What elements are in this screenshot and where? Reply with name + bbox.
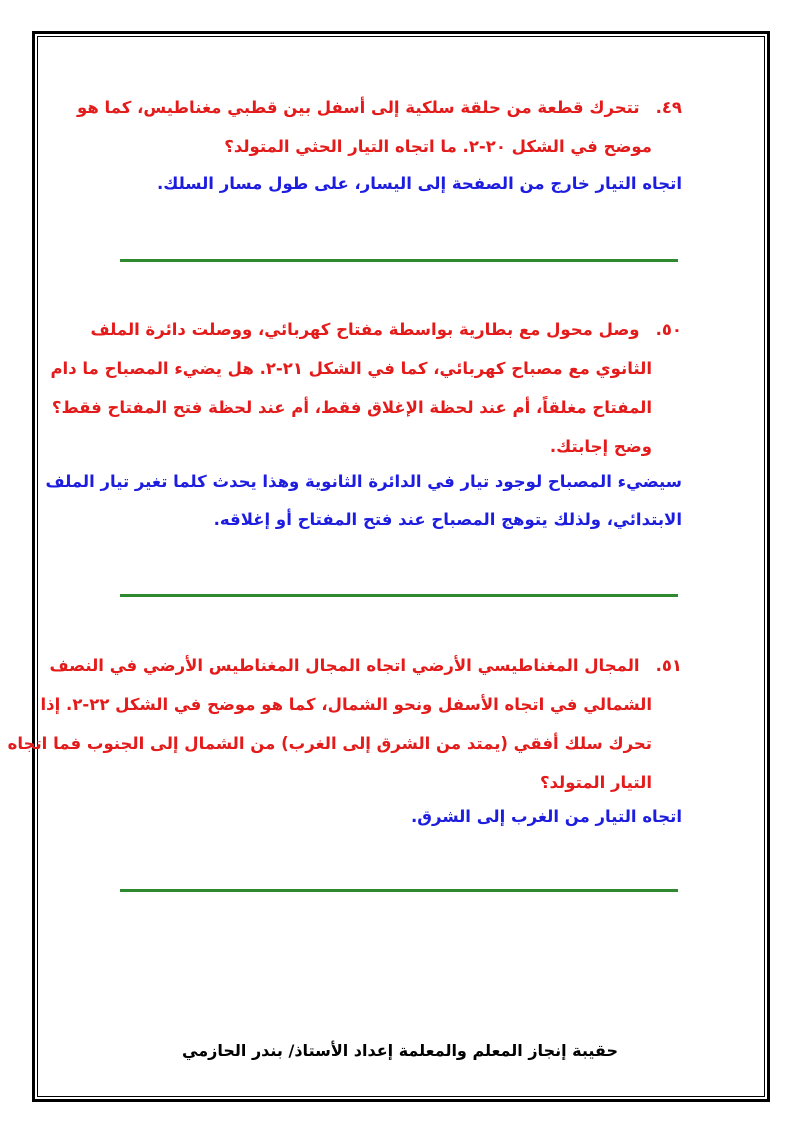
answer-51-text-1: اتجاه التيار من الغرب إلى الشرق. bbox=[411, 807, 682, 826]
separator-line bbox=[120, 889, 678, 892]
question-50-text-4: وضح إجابتك. bbox=[549, 437, 652, 456]
question-50-line-1 bbox=[91, 319, 682, 341]
question-50-text-3: المفتاح مغلقاً، أم عند لحظة الإغلاق فقط، أم عند لحظة فتح المفتاح فقط؟ bbox=[51, 398, 652, 417]
separator-line bbox=[120, 259, 678, 262]
question-51-line-1 bbox=[49, 655, 682, 677]
question-51-number: ٥١. bbox=[655, 656, 682, 675]
answer-49-text-1: اتجاه التيار خارج من الصفحة إلى اليسار، على طول مسار السلك. bbox=[156, 174, 682, 193]
question-51-text-4: التيار المتولد؟ bbox=[539, 773, 652, 792]
question-49-line-1 bbox=[77, 97, 682, 119]
answer-50-text-1: سيضيء المصباح لوجود تيار في الدائرة الثانوية وهذا يحدث كلما تغير تيار الملف bbox=[45, 472, 682, 491]
page-footer: حقيبة إنجاز المعلم والمعلمة إعداد الأستاذ/ بندر الحازمي bbox=[182, 1041, 618, 1060]
question-51-text-2: الشمالي في اتجاه الأسفل ونحو الشمال، كما هو موضح في الشكل ٢٢-٢. إذا bbox=[40, 695, 652, 714]
answer-50-text-2: الابتدائي، ولذلك يتوهج المصباح عند فتح المفتاح أو إغلاقه. bbox=[213, 510, 682, 529]
page-border-inner bbox=[37, 36, 765, 1097]
question-51-text-1: المجال المغناطيسي الأرضي اتجاه المجال المغناطيس الأرضي في النصف bbox=[49, 656, 640, 675]
question-49-number: ٤٩. bbox=[655, 98, 682, 117]
separator-line bbox=[120, 594, 678, 597]
question-50-text-2: الثانوي مع مصباح كهربائي، كما في الشكل ٢١-٢. هل يضيء المصباح ما دام bbox=[50, 359, 652, 378]
question-51-text-3: تحرك سلك أفقي (يمتد من الشرق إلى الغرب) من الشمال إلى الجنوب فما اتجاه bbox=[7, 734, 652, 753]
question-50-text-1: وصل محول مع بطارية بواسطة مفتاح كهربائي، ووصلت دائرة الملف bbox=[90, 320, 640, 339]
question-49-text-1: تتحرك قطعة من حلقة سلكية إلى أسفل بين قطبي مغناطيس، كما هو bbox=[77, 98, 640, 117]
question-49-text-2: موضح في الشكل ٢٠-٢. ما اتجاه التيار الحثي المتولد؟ bbox=[224, 137, 652, 156]
question-50-number: ٥٠. bbox=[655, 320, 682, 339]
